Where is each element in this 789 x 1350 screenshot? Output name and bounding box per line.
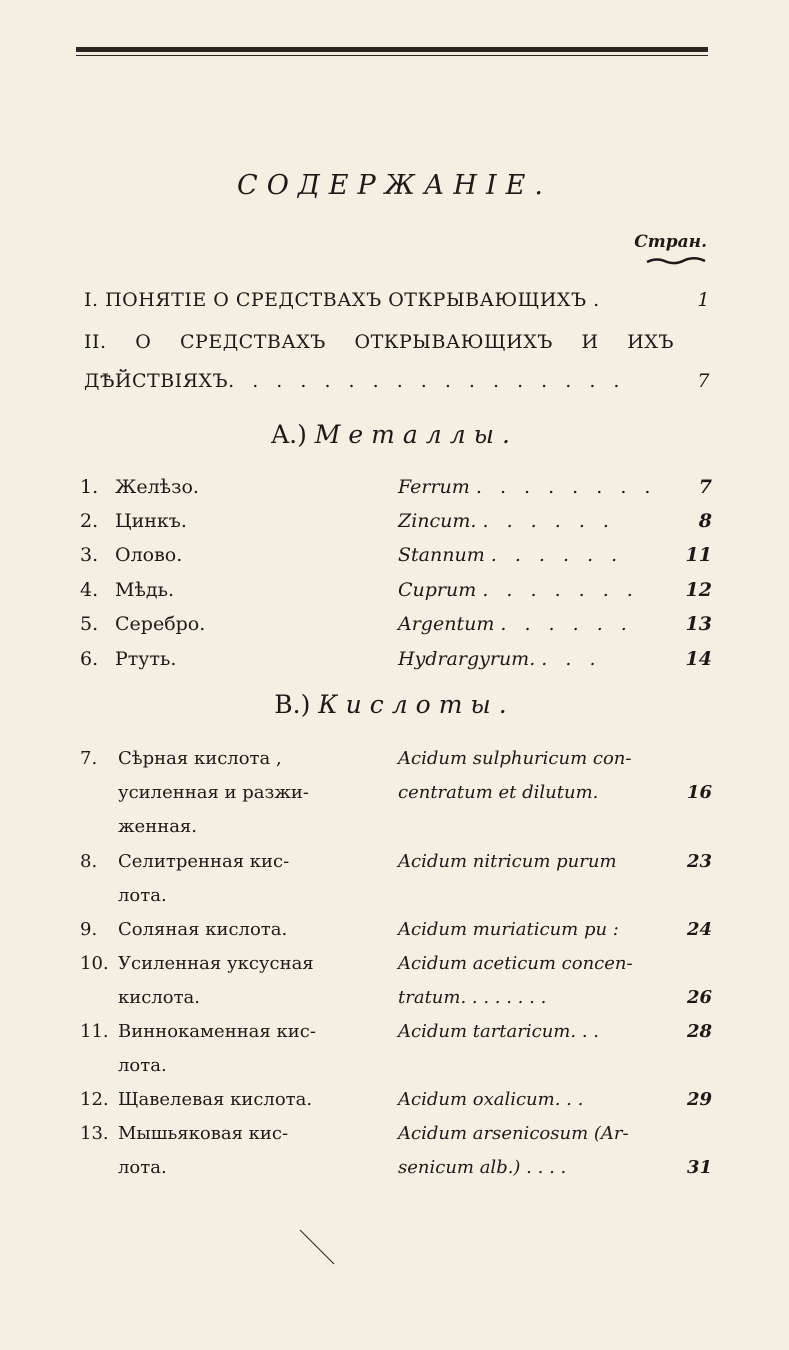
page-column-header: Стран.	[634, 232, 707, 252]
page-title: СОДЕРЖАНIЕ.	[237, 170, 552, 201]
russian-name	[118, 845, 386, 913]
latin-name-line: Acidum muriaticum pu :	[398, 919, 619, 940]
russian-name	[118, 1117, 386, 1185]
page-number: 26	[686, 987, 712, 1008]
ink-stroke-mark	[298, 1228, 338, 1268]
russian-name-line: лота.	[118, 885, 167, 906]
section-letter: B.)	[274, 690, 311, 719]
section-name: Металлы.	[314, 420, 518, 449]
toc-entry-2-cont	[84, 370, 710, 392]
latin-name	[398, 1117, 688, 1185]
russian-name-line: кислота.	[118, 987, 201, 1008]
russian-name	[118, 742, 386, 844]
leader-dots: . . .	[541, 648, 602, 670]
item-number: 11.	[80, 1021, 109, 1042]
russian-name: Олово.	[115, 544, 183, 566]
latin-name	[398, 947, 688, 1015]
item-number: 4.	[80, 579, 99, 601]
item-number: 6.	[80, 648, 99, 670]
latin-name	[398, 1015, 688, 1049]
page-number: 16	[686, 782, 712, 803]
section-heading-b	[0, 690, 789, 719]
russian-name-line: лота.	[118, 1157, 167, 1178]
item-number: 12.	[80, 1089, 109, 1110]
toc-entry-text: II. О СРЕДСТВАХЪ ОТКРЫВАЮЩИХЪ И ИХЪ	[84, 331, 674, 353]
toc-entry-dots: . . . . . . . . . . . . . . . . .	[228, 370, 626, 392]
russian-name-line: лота.	[118, 1055, 167, 1076]
latin-name: Cuprum	[398, 579, 477, 601]
russian-name	[118, 1015, 386, 1083]
russian-name-line: Виннокаменная кис-	[118, 1021, 316, 1042]
latin-name	[398, 913, 688, 947]
item-number: 9.	[80, 919, 98, 940]
latin-name-line: Acidum aceticum concen-	[398, 953, 633, 974]
russian-name-line: женная.	[118, 816, 198, 837]
leader-dots: . . . . . .	[482, 510, 615, 532]
latin-name-line: Acidum nitricum purum	[398, 851, 617, 872]
latin-name	[398, 1083, 688, 1117]
item-number: 5.	[80, 613, 99, 635]
section-letter: A.)	[271, 420, 307, 449]
toc-entry-1	[84, 289, 710, 311]
page-number: 11	[685, 544, 712, 566]
latin-name: Stannum	[398, 544, 485, 566]
latin-name: Ferrum	[398, 476, 470, 498]
latin-name: Argentum	[398, 613, 495, 635]
latin-name-line: Acidum sulphuricum con-	[398, 748, 632, 769]
leader-dots: . . . . . . . .	[475, 476, 657, 498]
page-number: 31	[686, 1157, 712, 1178]
toc-entry-2	[84, 331, 710, 353]
item-number: 1.	[80, 476, 99, 498]
page-number: 7	[698, 476, 712, 498]
russian-name-line: Соляная кислота.	[118, 919, 288, 940]
leader-dots: . . . . . .	[500, 613, 633, 635]
page-number: 24	[686, 919, 712, 940]
russian-name: Мѣдь.	[115, 579, 174, 601]
russian-name-line: Мышьяковая кис-	[118, 1123, 289, 1144]
russian-name	[118, 913, 386, 947]
russian-name	[118, 947, 386, 1015]
section-name: Кислоты.	[318, 690, 515, 719]
russian-name-line: Усиленная уксусная	[118, 953, 314, 974]
russian-name: Ртуть.	[115, 648, 177, 670]
latin-name-group	[398, 648, 668, 670]
toc-entry-text: ДѢЙСТВIЯХЪ	[84, 370, 229, 392]
latin-name	[398, 845, 688, 879]
item-number: 8.	[80, 851, 98, 872]
latin-name: Zincum.	[398, 510, 477, 532]
item-number: 13.	[80, 1123, 109, 1144]
page-number: 29	[686, 1089, 712, 1110]
page-number: 23	[686, 851, 712, 872]
toc-entry-dots: .	[586, 289, 600, 311]
toc-entry-page: 1	[697, 289, 710, 311]
latin-name: Hydrargyrum.	[398, 648, 536, 670]
top-rule	[76, 47, 708, 52]
page-number: 28	[686, 1021, 712, 1042]
russian-name-line: Сѣрная кислота ,	[118, 748, 282, 769]
toc-entry-text: I. ПОНЯТIЕ О СРЕДСТВАХЪ ОТКРЫВАЮЩИХЪ	[84, 289, 587, 311]
russian-name-line: Щавелевая кислота.	[118, 1089, 313, 1110]
russian-name: Цинкъ.	[115, 510, 187, 532]
latin-name-line: centratum et dilutum.	[398, 782, 599, 803]
russian-name	[118, 1083, 386, 1117]
latin-name-line: Acidum oxalicum. . .	[398, 1089, 584, 1110]
section-heading-a	[0, 420, 789, 449]
latin-name-line: tratum. . . . . . . .	[398, 987, 547, 1008]
toc-entry-page: 7	[697, 370, 710, 392]
latin-name-line: Acidum tartaricum. . .	[398, 1021, 599, 1042]
latin-name	[398, 742, 688, 810]
latin-name-group	[398, 579, 668, 601]
latin-name-group	[398, 476, 668, 498]
page-number: 13	[685, 613, 712, 635]
latin-name-line: senicum alb.) . . . .	[398, 1157, 567, 1178]
page-number: 8	[698, 510, 712, 532]
item-number: 7.	[80, 748, 98, 769]
ornament-icon	[645, 256, 707, 265]
page-number: 12	[685, 579, 712, 601]
top-rule-thin	[76, 55, 708, 56]
latin-name-group	[398, 544, 668, 566]
leader-dots: . . . . . .	[490, 544, 624, 566]
russian-name: Желѣзо.	[115, 476, 199, 498]
latin-name-line: Acidum arsenicosum (Ar-	[398, 1123, 629, 1144]
latin-name-group	[398, 510, 668, 532]
page-number: 14	[685, 648, 712, 670]
item-number: 10.	[80, 953, 109, 974]
item-number: 3.	[80, 544, 99, 566]
russian-name-line: усиленная и разжи-	[118, 782, 309, 803]
russian-name: Серебро.	[115, 613, 206, 635]
leader-dots: . . . . . . .	[482, 579, 639, 601]
russian-name-line: Селитренная кис-	[118, 851, 290, 872]
latin-name-group	[398, 613, 668, 635]
item-number: 2.	[80, 510, 99, 532]
